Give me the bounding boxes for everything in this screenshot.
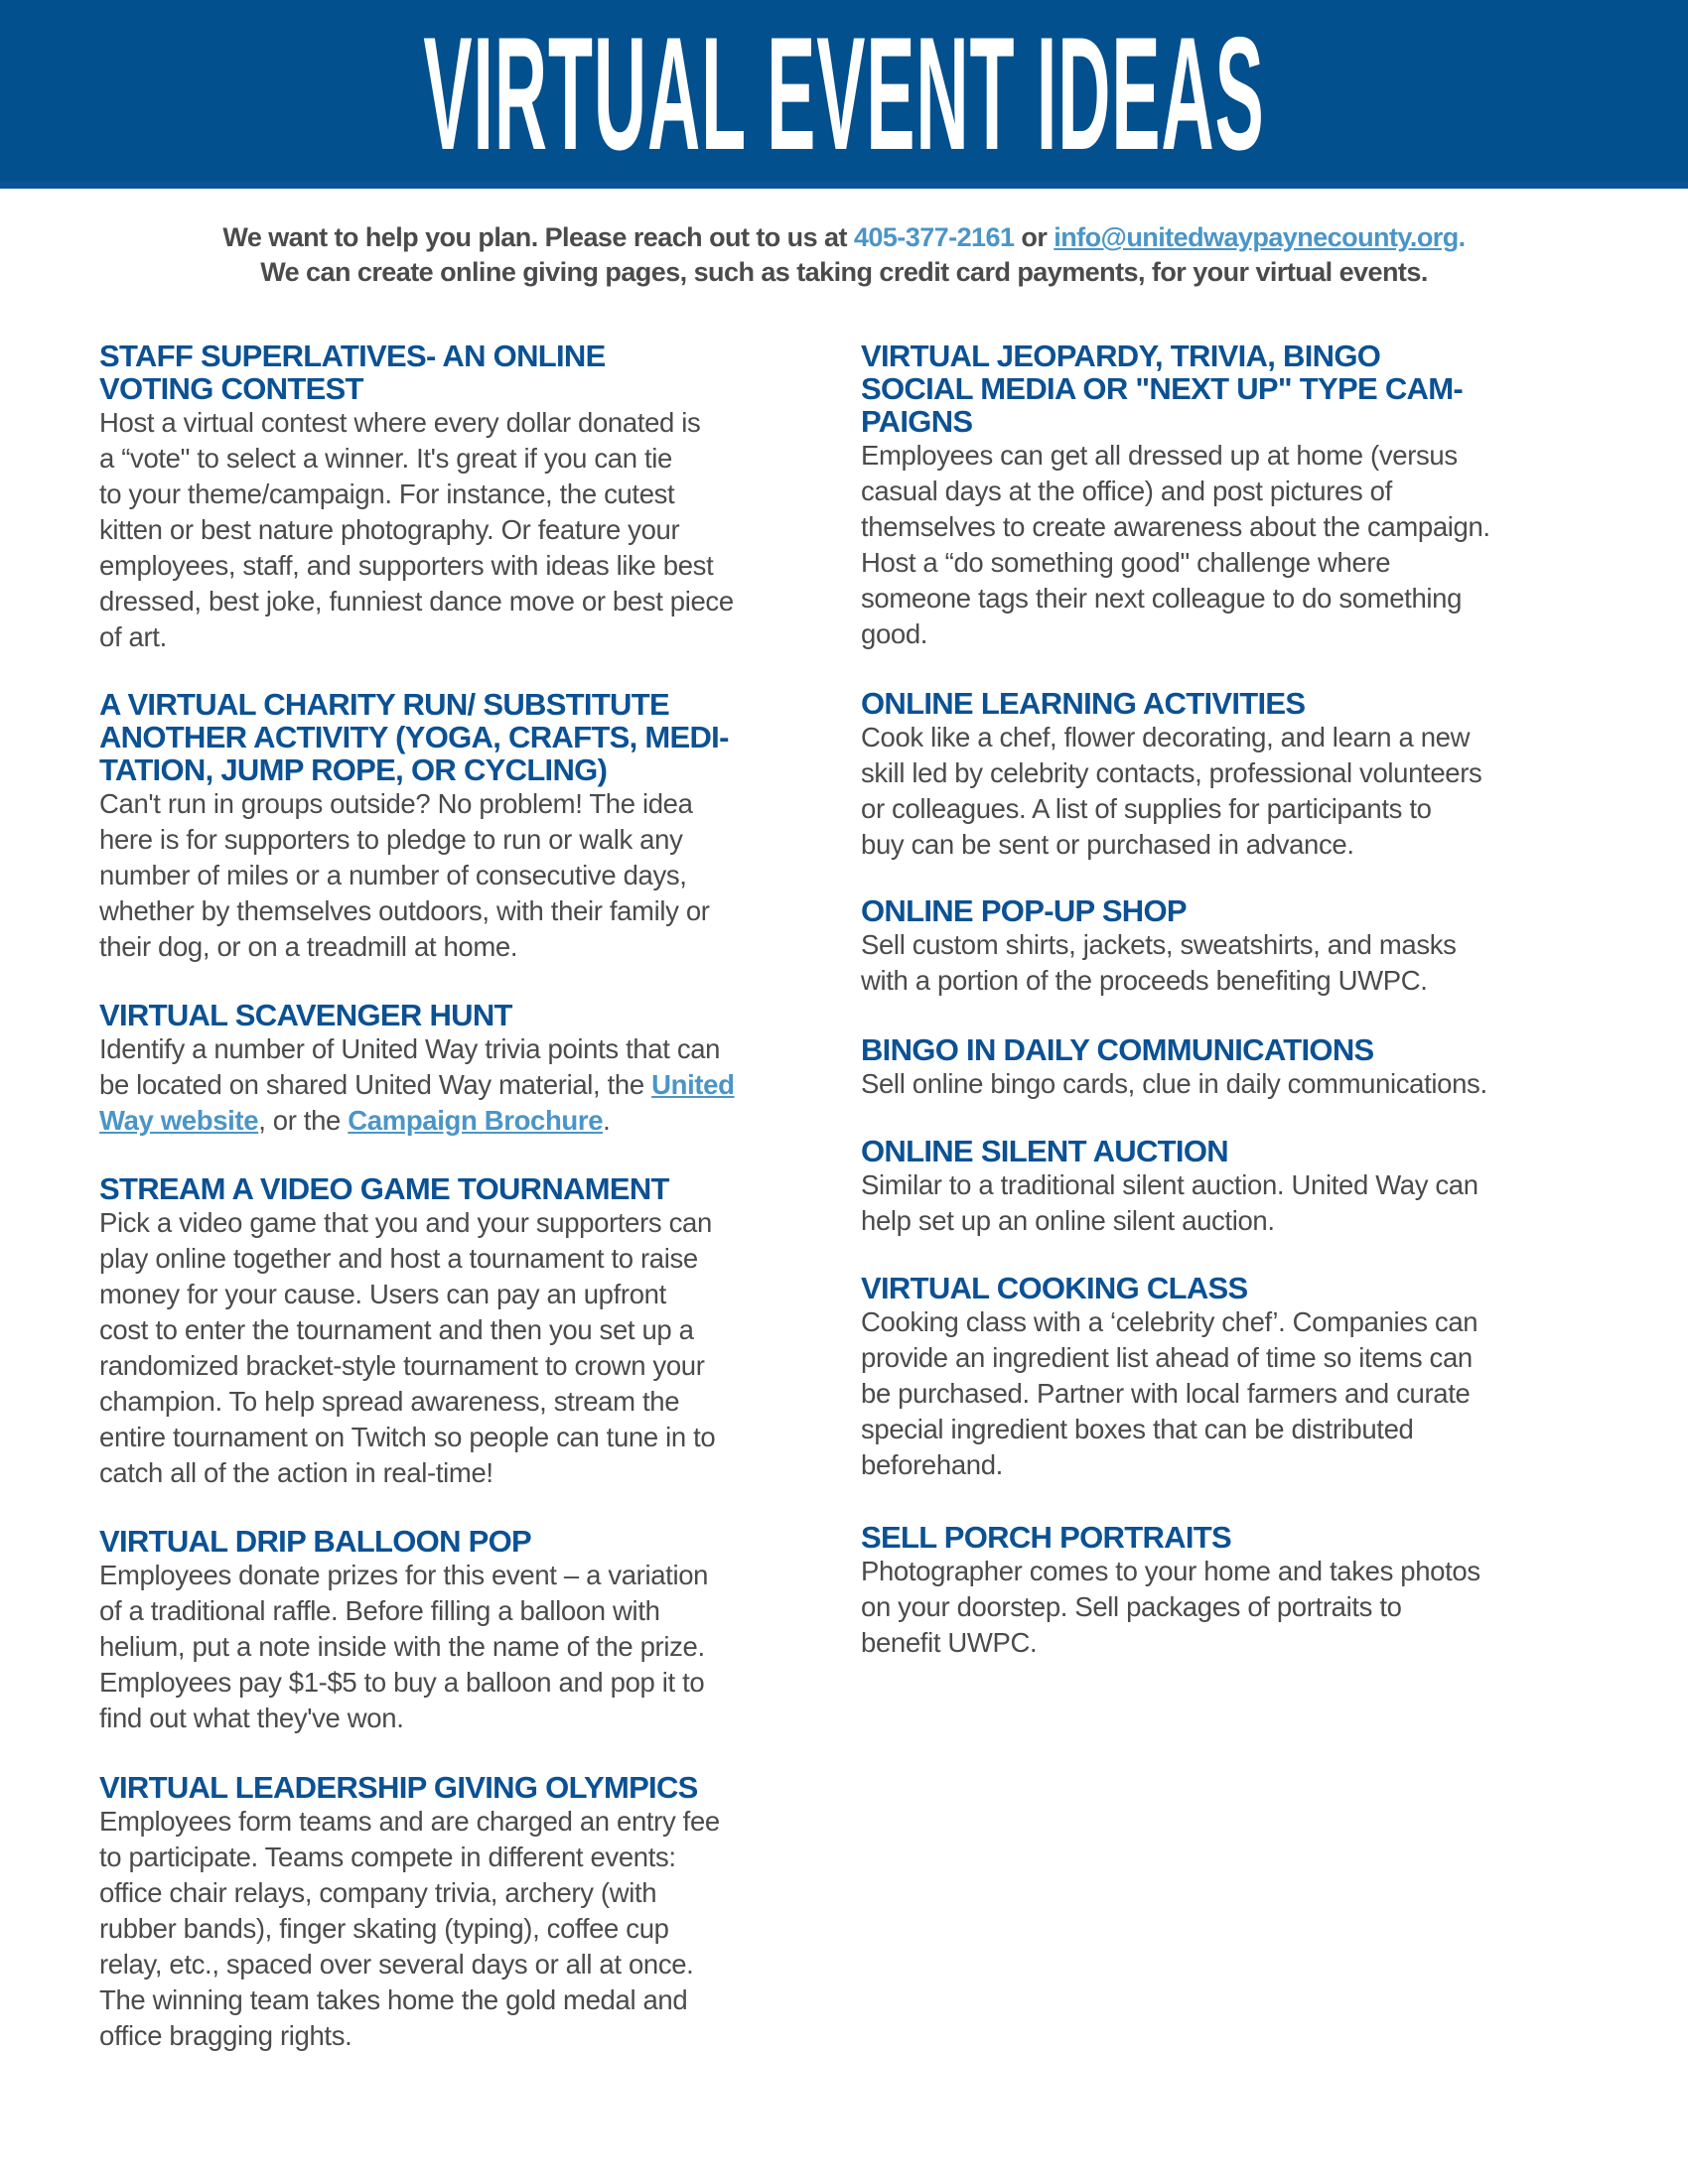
section-sell-porch-portraits (861, 1521, 1616, 1661)
section-body-line: their dog, or on a treadmill at home. (99, 931, 518, 962)
section-heading: ONLINE SILENT AUCTION (861, 1134, 1228, 1168)
section-virtual-scavenger-hunt (99, 999, 854, 1139)
section-heading: VIRTUAL COOKING CLASS (861, 1271, 1248, 1305)
section-body-line: casual days at the office) and post pictures of (861, 476, 1392, 506)
section-online-learning-activities (861, 687, 1616, 863)
section-body-line: entire tournament on Twitch so people can tune in to (99, 1422, 716, 1452)
section-body-line: themselves to create awareness about the campaign. (861, 511, 1490, 542)
body-text: , or the (258, 1105, 349, 1136)
section-heading: VIRTUAL JEOPARDY, TRIVIA, BINGO (861, 339, 1381, 373)
section-body-line: to participate. Teams compete in different events: (99, 1842, 676, 1872)
section-body-line: to your theme/campaign. For instance, the cutest (99, 478, 675, 509)
section-body-line: The winning team takes home the gold medal and (99, 1984, 688, 2015)
section-body-line: office chair relays, company trivia, archery (with (99, 1877, 657, 1908)
section-body-line (99, 1067, 854, 1103)
intro-line-2: We can create online giving pages, such as taking credit card payments, for your virtual events. (260, 257, 1428, 287)
section-heading: STAFF SUPERLATIVES- AN ONLINE (99, 339, 606, 373)
section-heading: VIRTUAL SCAVENGER HUNT (99, 998, 512, 1032)
section-body-line: catch all of the action in real-time! (99, 1457, 493, 1488)
section-body-line: good. (861, 618, 928, 649)
section-body-line: Host a virtual contest where every dollar donated is (99, 407, 701, 438)
section-body-line: Cook like a chef, flower decorating, and learn a new (861, 722, 1471, 752)
united-way-website-link-continued[interactable]: Way website (99, 1105, 259, 1136)
section-body-line: money for your cause. Users can pay an upfront (99, 1279, 666, 1309)
section-heading: ONLINE LEARNING ACTIVITIES (861, 686, 1306, 721)
section-bingo-daily-communications (861, 1033, 1616, 1102)
email-link[interactable]: info@unitedwaypaynecounty.org (1054, 222, 1459, 252)
section-body-line: here is for supporters to pledge to run or walk any (99, 824, 683, 855)
section-virtual-jeopardy (861, 340, 1616, 652)
section-body-line: of art. (99, 621, 167, 652)
body-text: . (603, 1105, 611, 1136)
section-body-line: Employees donate prizes for this event – a variation (99, 1560, 709, 1590)
section-heading: VIRTUAL LEADERSHIP GIVING OLYMPICS (99, 1770, 698, 1805)
section-body-line: dressed, best joke, funniest dance move or best piece (99, 586, 734, 616)
section-body-line: helium, put a note inside with the name of the prize. (99, 1631, 705, 1662)
section-heading: VIRTUAL DRIP BALLOON POP (99, 1524, 532, 1559)
section-heading: VOTING CONTEST (99, 371, 363, 406)
section-heading: A VIRTUAL CHARITY RUN/ SUBSTITUTE (99, 687, 669, 722)
section-body-line: of a traditional raffle. Before filling a balloon with (99, 1595, 660, 1626)
section-virtual-cooking-class (861, 1272, 1616, 1483)
section-body-line: Sell custom shirts, jackets, sweatshirts, and masks (861, 929, 1457, 960)
page-title: VIRTUAL EVENT IDEAS (423, 4, 1265, 184)
section-body-line: whether by themselves outdoors, with their family or (99, 895, 710, 926)
section-heading: ANOTHER ACTIVITY (YOGA, CRAFTS, MEDI- (99, 720, 729, 754)
section-body-line: Employees form teams and are charged an entry fee (99, 1806, 720, 1837)
title-wrap (0, 0, 1688, 189)
section-body-line: play online together and host a tournament to raise (99, 1243, 698, 1274)
section-body-line: Photographer comes to your home and takes photos (861, 1556, 1480, 1586)
section-heading: SOCIAL MEDIA OR "NEXT UP" TYPE CAM- (861, 371, 1463, 406)
section-online-pop-up-shop (861, 894, 1616, 999)
section-body-line: special ingredient boxes that can be distributed (861, 1414, 1414, 1444)
section-body-line: with a portion of the proceeds benefiting UWPC. (861, 965, 1428, 996)
intro-or: or (1014, 222, 1055, 252)
section-body-line: Cooking class with a ‘celebrity chef’. Companies can (861, 1306, 1478, 1337)
section-heading: STREAM A VIDEO GAME TOURNAMENT (99, 1171, 669, 1206)
section-staff-superlatives (99, 340, 854, 655)
section-body-line: skill led by celebrity contacts, professional volunteers (861, 757, 1482, 788)
section-body-line: number of miles or a number of consecutive days, (99, 860, 687, 890)
section-body-line: Host a “do something good" challenge where (861, 547, 1391, 578)
section-virtual-charity-run (99, 688, 854, 965)
body-text: be located on shared United Way material, the (99, 1069, 652, 1100)
section-body-line: help set up an online silent auction. (861, 1205, 1275, 1236)
section-body-line: Employees pay $1-$5 to buy a balloon and pop it to (99, 1667, 705, 1698)
section-body-line: cost to enter the tournament and then you set up a (99, 1314, 694, 1345)
section-virtual-drip-balloon-pop (99, 1525, 854, 1736)
section-body-line: Identify a number of United Way trivia points that can (99, 1033, 721, 1064)
intro-text: We want to help you plan. Please reach out to us at (222, 222, 854, 252)
section-body-line: champion. To help spread awareness, stream the (99, 1386, 680, 1417)
section-body-line: beforehand. (861, 1449, 1003, 1480)
section-stream-video-game-tournament (99, 1172, 854, 1491)
section-online-silent-auction (861, 1135, 1616, 1239)
section-body-line: relay, etc., spaced over several days or all at once. (99, 1949, 694, 1979)
section-heading: PAIGNS (861, 404, 973, 439)
section-body-line: Sell online bingo cards, clue in daily communications. (861, 1068, 1487, 1099)
section-body-line: office bragging rights. (99, 2020, 352, 2051)
section-heading: TATION, JUMP ROPE, OR CYCLING) (99, 752, 608, 787)
section-body-line: Employees can get all dressed up at home (versus (861, 440, 1458, 471)
section-body-line: employees, staff, and supporters with ideas like best (99, 550, 714, 581)
section-body-line: a “vote" to select a winner. It's great if you can tie (99, 443, 672, 474)
section-body-line: rubber bands), finger skating (typing), coffee cup (99, 1913, 669, 1944)
section-leadership-giving-olympics (99, 1771, 854, 2054)
united-way-website-link[interactable]: United (651, 1069, 735, 1100)
section-body-line: buy can be sent or purchased in advance. (861, 829, 1354, 860)
section-heading: ONLINE POP-UP SHOP (861, 893, 1187, 928)
section-body-line: Similar to a traditional silent auction. United Way can (861, 1169, 1478, 1200)
campaign-brochure-link[interactable]: Campaign Brochure (348, 1105, 604, 1136)
section-heading: BINGO IN DAILY COMMUNICATIONS (861, 1032, 1374, 1067)
section-body-line: provide an ingredient list ahead of time so items can (861, 1342, 1473, 1373)
section-body-line: on your doorstep. Sell packages of portraits to (861, 1591, 1402, 1622)
section-body-line: benefit UWPC. (861, 1627, 1038, 1658)
section-body-line: someone tags their next colleague to do something (861, 583, 1463, 614)
section-body-line: kitten or best nature photography. Or feature your (99, 514, 680, 545)
section-body-line: be purchased. Partner with local farmers and curate (861, 1378, 1471, 1409)
section-heading: SELL PORCH PORTRAITS (861, 1520, 1231, 1555)
section-body-line (99, 1103, 854, 1139)
section-body-line: Pick a video game that you and your supporters can (99, 1207, 712, 1238)
section-body-line: find out what they've won. (99, 1703, 404, 1733)
phone-number[interactable]: 405-377-2161 (853, 222, 1015, 252)
intro-period: . (1458, 222, 1466, 252)
intro-line-1 (0, 222, 1688, 253)
section-body-line: or colleagues. A list of supplies for participants to (861, 793, 1432, 824)
section-body-line: randomized bracket-style tournament to crown your (99, 1350, 705, 1381)
section-body-line: Can't run in groups outside? No problem! The idea (99, 788, 693, 819)
